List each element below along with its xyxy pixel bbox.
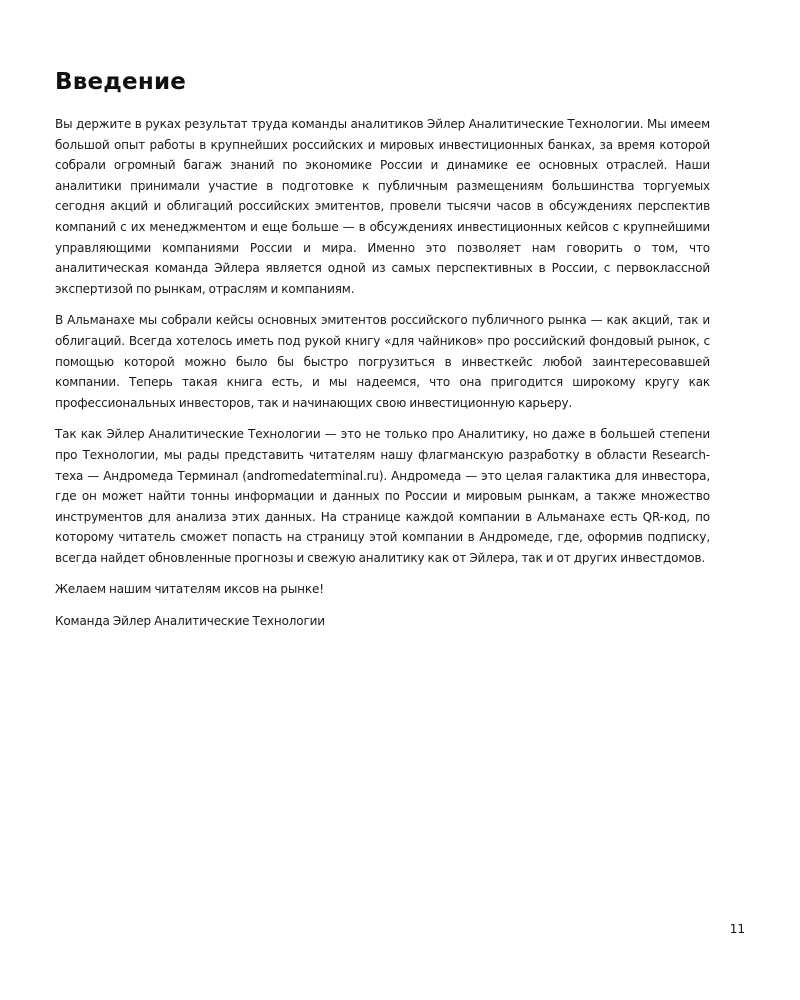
paragraph-almanac: В Альманахе мы собрали кейсы основных эмитентов российского публичного рынка — как акций, так и облигаций. Всегда хотелось иметь под рукой книгу «для чайников» про российский фондовый рынок, с помощью которой можно было бы быстро погрузиться в инвесткейс любой заинтересовавшей компании. Теперь такая книга есть, и мы надеемся, что она пригодится широкому кругу как профессиональных инвесторов, так и начинающих свою инвестиционную карьеру. xyxy=(55,313,710,410)
page-number: 11 xyxy=(729,922,745,936)
paragraph-wish: Желаем нашим читателям иксов на рынке! xyxy=(55,582,324,597)
paragraph-signature: Команда Эйлер Аналитические Технологии xyxy=(55,614,325,629)
document-body xyxy=(55,66,710,643)
paragraph-andromeda: Так как Эйлер Аналитические Технологии — это не только про Аналитику, но даже в большей степени про Технологии, мы рады представить читателям нашу флагманскую разработку в области Research-теха — Андромеда Терминал (andromedaterminal.ru). Андромеда — это целая галактика для инвестора, где он может найти тонны информации и данных по России и мировым рынкам, а также множество инструментов для анализа этих данных. На странице каждой компании в Альманахе есть QR-код, по которому читатель сможет попасть на страницу этой компании в Андромеде, где, оформив подписку, всегда найдет обновленные прогнозы и свежую аналитику как от Эйлера, так и от других инвестдомов. xyxy=(55,427,710,565)
page-title: Введение xyxy=(55,69,187,95)
paragraph-intro: Вы держите в руках результат труда команды аналитиков Эйлер Аналитические Технологии. Мы имеем большой опыт работы в крупнейших российских и мировых инвестиционных банках, за время которой собрали огромный багаж знаний по экономике России и динамике ее основных отраслей. Наши аналитики принимали участие в подготовке к публичным размещениям большинства торгуемых сегодня акций и облигаций российских эмитентов, провели тысячи часов в обсуждениях перспектив компаний с их менеджментом и еще больше — в обсуждениях инвестиционных кейсов с крупнейшими управляющими компаниями России и мира. Именно это позволяет нам говорить о том, что аналитическая команда Эйлера является одной из самых перспективных в России, с первоклассной экспертизой по рынкам, отраслям и компаниям. xyxy=(55,117,710,296)
